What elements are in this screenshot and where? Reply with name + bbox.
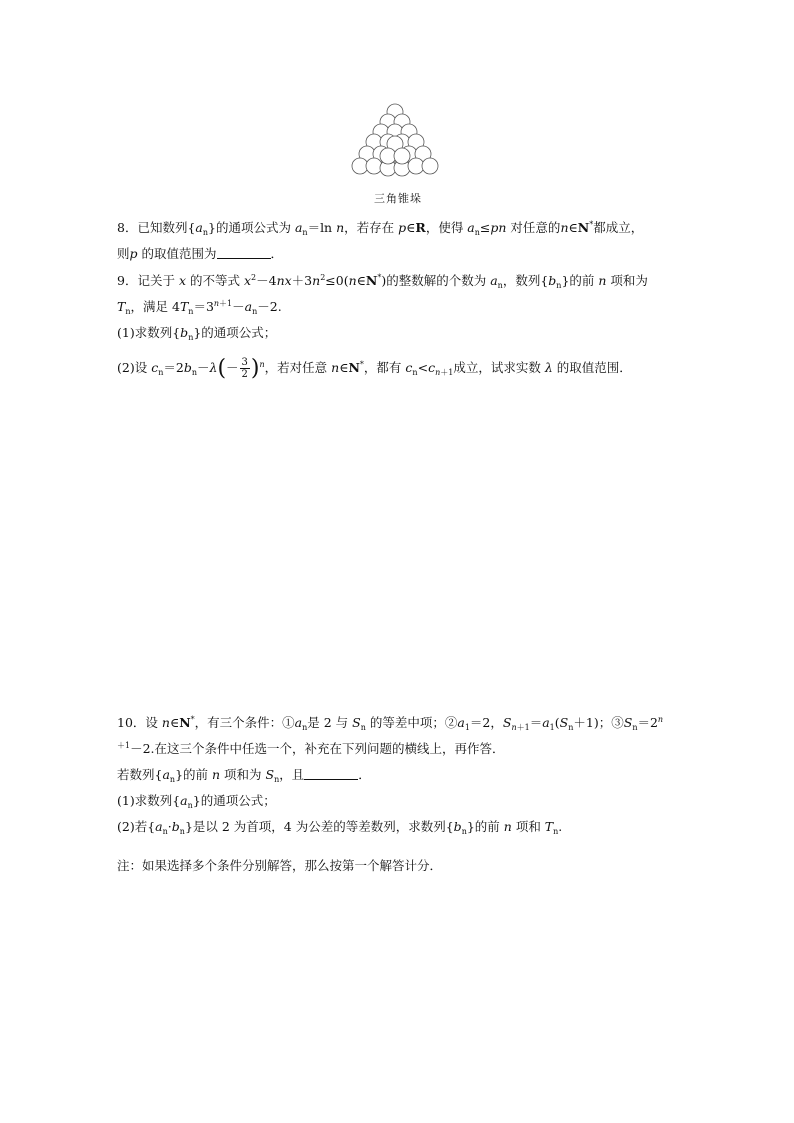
q10-note: 注：如果选择多个条件分别解答，那么按第一个解答计分． [117, 858, 443, 873]
q8-line-2: 则p 的取值范围为 ． [117, 246, 284, 261]
q9-line-3: (1)求数列$\{b_n\}$的通项公式； [117, 325, 277, 342]
q10-line-1: 10．设 n∈N*，有三个条件：$①a_n$是 2 与 $S_n$ 的等差中项；$②a_1=2$，$S_{n+1}=a_1(S_n+1)$；$③S_n=2^n$ [117, 715, 664, 732]
fraction-three-halves: $\frac{3}{2}$ [241, 357, 248, 380]
q9-line-4: (2)设 $c_n=2b_n-\lambda(-$ $\frac{3}{2}$ )$^n$，若对任意 n∈N*，都有 $c_n<c_{n+1}$成立，试求实数 λ 的取值范围． [117, 356, 632, 381]
q9-line-1: 9．记关于 x 的不等式 $x^2-4nx+3n^2\le 0(n\in N^*)$的整数解的个数为 $a_n$，数列$\{b_n\}$的前 n 项和为 [117, 273, 648, 290]
q10-line-4: (1)求数列$\{a_n\}$的通项公式； [117, 793, 276, 810]
triangular-pyramid-figure [340, 100, 450, 180]
q9-line-2: $T_n$，满足 $4T_n=3^{n+1}-a_n-2$. [117, 299, 282, 316]
figure-caption: 三角锥垛 [374, 192, 422, 205]
answer-blank[interactable] [217, 246, 271, 259]
q10-line-5: (2)若$\{a_n\cdot b_n\}$是以 2 为首项，4 为公差的等差数列，求数列$\{b_n\}$的前 n 项和 $T_n$. [117, 819, 563, 836]
stacked-circles-triangle-icon [340, 100, 450, 180]
q10-line-2: $^{+1}$－2.在这三个条件中任选一个，补充在下列问题的横线上，再作答． [117, 741, 505, 756]
q10-line-3: 若数列$\{a_n\}$的前 n 项和为 $S_n$，且 ． [117, 767, 371, 784]
q8-line-1: 8．已知数列$\{a_n\}$的通项公式为 $a_n=\ln$ n，若存在 p∈R，使得 $a_n\le pn$ 对任意的n∈N*都成立， [117, 220, 644, 237]
condition-blank[interactable] [304, 767, 358, 780]
